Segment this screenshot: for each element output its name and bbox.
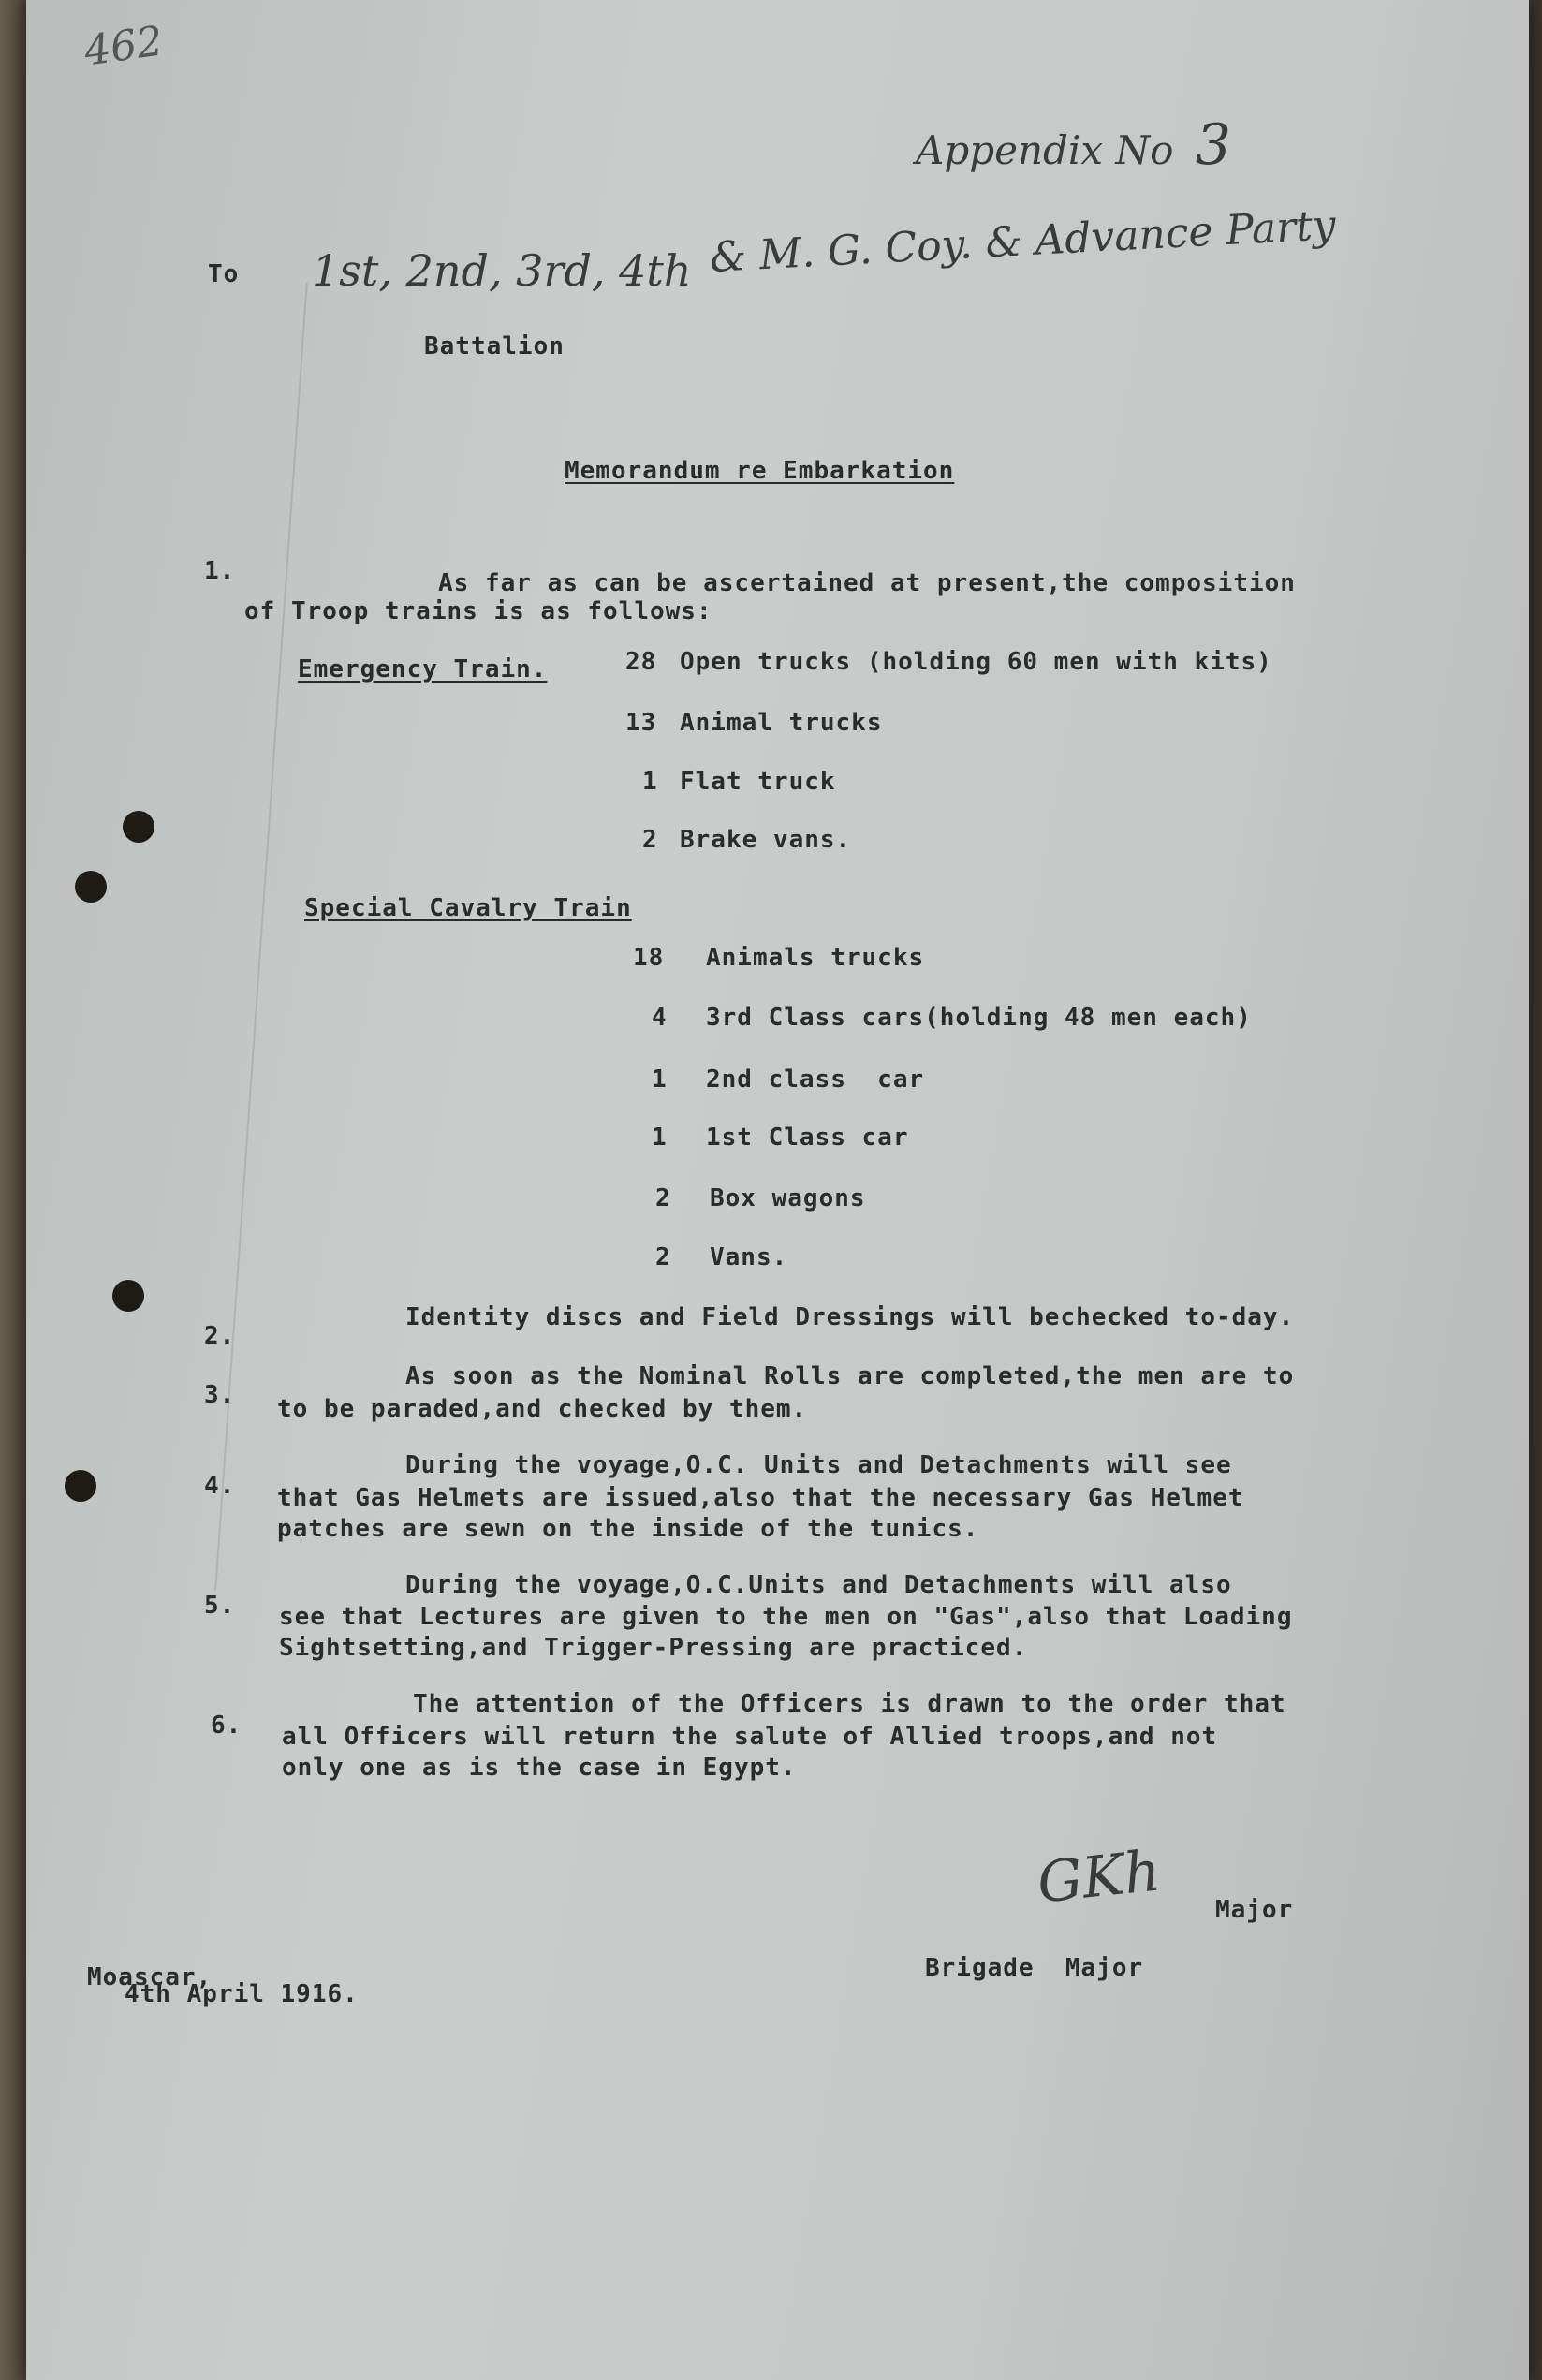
special-train-label: Special Cavalry Train [304,894,632,922]
train-row [633,944,924,972]
row-desc: Animal trucks [680,709,883,737]
item-text: During the voyage,O.C. Units and Detachments will see [405,1451,1232,1479]
punch-hole [112,1280,144,1312]
signature-initials: GKh [1034,1838,1164,1917]
addressee-handwritten: 1st, 2nd, 3rd, 4th [312,245,692,296]
appendix-label-text: Appendix No [916,127,1174,173]
signature-rank: Major [1215,1896,1294,1924]
train-row [625,709,883,737]
item-text: that Gas Helmets are issued,also that the necessary Gas Helmet [277,1484,1244,1512]
item-text: to be paraded,and checked by them. [277,1395,808,1423]
row-qty: 18 [633,944,665,972]
item-text: patches are sewn on the inside of the tunics. [277,1515,979,1543]
item-text: of Troop trains is as follows: [244,597,712,625]
train-row [655,1184,866,1212]
item-number: 1. [204,557,236,585]
item-number: 2. [204,1322,236,1350]
item-text: all Officers will return the salute of Allied troops,and not [282,1723,1218,1751]
item-text: see that Lectures are given to the men on "Gas",also that Loading [279,1603,1293,1631]
item-number: 4. [204,1472,236,1500]
date: 4th April 1916. [125,1980,359,2008]
item-text: only one as is the case in Egypt. [282,1754,797,1782]
punch-hole [65,1470,96,1502]
train-row [652,1065,924,1094]
item-text: During the voyage,O.C.Units and Detachments will also [405,1571,1232,1599]
train-row [655,1243,787,1271]
item-text: Sightsetting,and Trigger-Pressing are practiced. [279,1634,1028,1662]
page-edge [0,0,26,2380]
row-qty: 1 [652,1065,668,1094]
appendix-label [916,112,1231,178]
item-text: As soon as the Nominal Rolls are completed,the men are to [405,1362,1295,1390]
train-row [652,1124,909,1152]
to-label: To [208,260,240,288]
train-row [642,826,851,854]
train-row [625,648,1272,676]
item-number: 5. [204,1592,236,1620]
item-number: 6. [211,1712,242,1740]
row-qty: 1 [642,768,658,796]
row-qty: 2 [655,1243,671,1271]
appendix-number: 3 [1195,112,1231,178]
row-qty: 1 [652,1124,668,1152]
unit-label: Battalion [424,332,565,360]
item-number: 3. [204,1381,236,1409]
item-text: The attention of the Officers is drawn to the order that [413,1690,1286,1718]
row-desc: 2nd class car [706,1065,925,1094]
document-page [26,0,1529,2380]
punch-hole [123,811,154,843]
item-text: Identity discs and Field Dressings will bechecked to-day. [405,1303,1295,1331]
memo-title: Memorandum re Embarkation [565,457,955,485]
row-desc: Open trucks (holding 60 men with kits) [680,648,1272,676]
emergency-train-label: Emergency Train. [298,655,548,683]
train-row [652,1004,1252,1032]
row-qty: 13 [625,709,657,737]
row-qty: 2 [655,1184,671,1212]
punch-hole [75,871,107,903]
row-desc: Box wagons [710,1184,866,1212]
row-qty: 4 [652,1004,668,1032]
signature-title: Brigade Major [925,1954,1144,1982]
row-qty: 28 [625,648,657,676]
row-desc: Brake vans. [680,826,852,854]
row-desc: 3rd Class cars(holding 48 men each) [706,1004,1252,1032]
row-qty: 2 [642,826,658,854]
place: Moascar, [87,1963,213,1991]
row-desc: Vans. [710,1243,788,1271]
row-desc: Flat truck [680,768,836,796]
archive-number: 462 [81,17,167,76]
item-text: As far as can be ascertained at present,the composition [438,569,1296,597]
row-desc: Animals trucks [706,944,925,972]
row-desc: 1st Class car [706,1124,909,1152]
train-row [642,768,836,796]
addressee-handwritten-extra: & M. G. Coy. & Advance Party [708,200,1337,282]
